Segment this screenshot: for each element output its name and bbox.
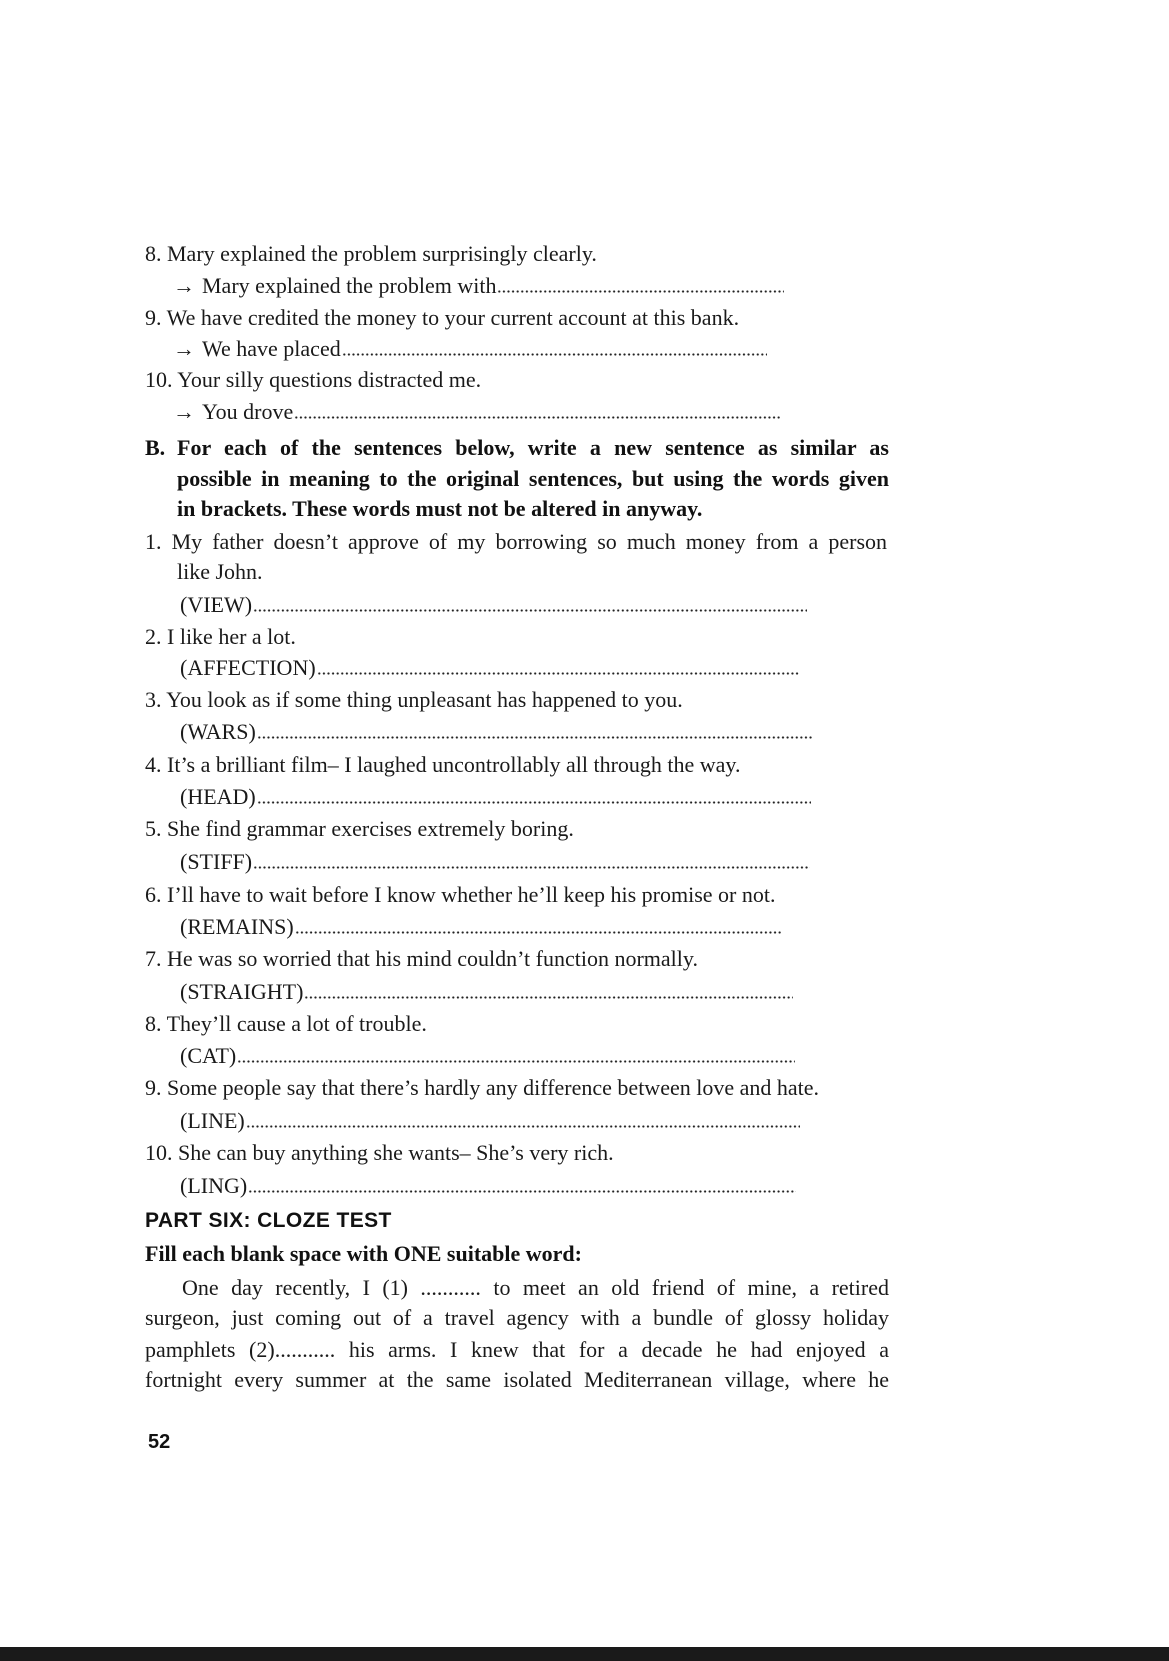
keyword-line bbox=[180, 1040, 795, 1072]
item-number: 1. bbox=[145, 529, 162, 554]
section-b-instruction-line: in brackets. These words must not be altered in anyway. bbox=[177, 496, 703, 521]
cloze-passage-line: fortnight every summer at the same isolated Mediterranean village, where he bbox=[145, 1367, 889, 1392]
item-sentence: You look as if some thing unpleasant has happened to you. bbox=[166, 687, 683, 712]
answer-blank bbox=[295, 931, 781, 934]
keyword-prompt: (HEAD) bbox=[180, 784, 256, 809]
answer-blank bbox=[342, 353, 767, 356]
rewrite-line bbox=[173, 396, 781, 428]
keyword-line bbox=[180, 589, 807, 621]
answer-blank bbox=[257, 736, 812, 739]
arrow-icon: → bbox=[173, 399, 195, 424]
transformation-item bbox=[145, 364, 481, 396]
keyword-prompt: (LINE) bbox=[180, 1108, 245, 1133]
keyword-prompt: (LING) bbox=[180, 1173, 248, 1198]
item-number: 6. bbox=[145, 882, 162, 907]
item-sentence: They’ll cause a lot of trouble. bbox=[166, 1011, 427, 1036]
item-sentence: Some people say that there’s hardly any difference between love and hate. bbox=[167, 1075, 820, 1100]
part-six-title: PART SIX: CLOZE TEST bbox=[145, 1209, 392, 1232]
item-sentence: Mary explained the problem surprisingly clearly. bbox=[167, 241, 597, 266]
item-sentence: Your silly questions distracted me. bbox=[177, 367, 482, 392]
keyword-prompt: (REMAINS) bbox=[180, 914, 294, 939]
item-number: 9. bbox=[145, 305, 162, 330]
section-b-item bbox=[145, 879, 775, 911]
transformation-item bbox=[145, 302, 739, 334]
section-b-item bbox=[145, 1072, 819, 1104]
answer-blank bbox=[497, 290, 784, 293]
transformation-item bbox=[145, 238, 597, 270]
page-number: 52 bbox=[148, 1431, 171, 1453]
section-b-item bbox=[145, 1008, 427, 1040]
item-sentence: He was so worried that his mind couldn’t function normally. bbox=[167, 946, 698, 971]
cloze-instruction: Fill each blank space with ONE suitable word: bbox=[145, 1241, 582, 1266]
item-number: 10. bbox=[145, 1140, 173, 1165]
section-b-item bbox=[145, 813, 574, 845]
cloze-passage-line: One day recently, I (1) ........... to meet an old friend of mine, a retired bbox=[182, 1275, 889, 1300]
keyword-line bbox=[180, 1170, 796, 1202]
answer-blank bbox=[246, 1125, 800, 1128]
answer-blank bbox=[248, 1190, 796, 1193]
keyword-line bbox=[180, 976, 793, 1008]
item-sentence-continuation: like John. bbox=[177, 559, 263, 584]
section-b-item bbox=[145, 943, 698, 975]
cloze-passage-line: pamphlets (2)........... his arms. I knew that for a decade he had enjoyed a bbox=[145, 1337, 889, 1362]
keyword-prompt: (STIFF) bbox=[180, 849, 253, 874]
keyword-prompt: (AFFECTION) bbox=[180, 655, 316, 680]
keyword-line bbox=[180, 846, 810, 878]
item-number: 4. bbox=[145, 752, 162, 777]
keyword-line bbox=[180, 1105, 800, 1137]
item-number: 7. bbox=[145, 946, 162, 971]
section-b-instruction-line: For each of the sentences below, write a new sentence as similar as bbox=[177, 435, 889, 460]
section-b-item bbox=[145, 621, 296, 653]
item-sentence: I’ll have to wait before I know whether he’ll keep his promise or not. bbox=[167, 882, 776, 907]
arrow-icon: → bbox=[173, 273, 195, 298]
answer-blank bbox=[237, 1060, 795, 1063]
keyword-prompt: (STRAIGHT) bbox=[180, 979, 304, 1004]
keyword-prompt: (WARS) bbox=[180, 719, 256, 744]
item-number: 3. bbox=[145, 687, 162, 712]
answer-blank bbox=[253, 609, 807, 612]
item-number: 5. bbox=[145, 816, 162, 841]
keyword-line bbox=[180, 652, 800, 684]
rewrite-line bbox=[173, 270, 784, 302]
item-sentence: She can buy anything she wants– She’s very rich. bbox=[178, 1140, 614, 1165]
keyword-line bbox=[180, 716, 812, 748]
item-number: 2. bbox=[145, 624, 162, 649]
scan-edge bbox=[0, 1647, 1169, 1661]
keyword-line bbox=[180, 911, 781, 943]
rewrite-prompt: Mary explained the problem with bbox=[202, 273, 497, 298]
cloze-passage-line: surgeon, just coming out of a travel agency with a bundle of glossy holiday bbox=[145, 1305, 889, 1330]
section-b-item bbox=[145, 684, 683, 716]
item-number: 8. bbox=[145, 1011, 162, 1036]
section-b-item bbox=[145, 526, 887, 558]
keyword-line bbox=[180, 781, 811, 813]
item-sentence: We have credited the money to your current account at this bank. bbox=[166, 305, 740, 330]
section-b-instruction-line: possible in meaning to the original sentences, but using the words given bbox=[177, 466, 889, 491]
item-number: 9. bbox=[145, 1075, 162, 1100]
rewrite-line bbox=[173, 333, 767, 365]
rewrite-prompt: We have placed bbox=[202, 336, 341, 361]
answer-blank bbox=[317, 672, 800, 675]
answer-blank bbox=[294, 416, 781, 419]
item-sentence: My father doesn’t approve of my borrowing so much money from a person bbox=[171, 529, 887, 554]
keyword-prompt: (VIEW) bbox=[180, 592, 253, 617]
section-b-item bbox=[145, 749, 741, 781]
arrow-icon: → bbox=[173, 336, 195, 361]
section-b-label: B. bbox=[145, 435, 166, 460]
answer-blank bbox=[253, 866, 810, 869]
item-number: 8. bbox=[145, 241, 162, 266]
answer-blank bbox=[257, 801, 811, 804]
item-sentence: I like her a lot. bbox=[167, 624, 296, 649]
item-sentence: It’s a brilliant film– I laughed uncontrollably all through the way. bbox=[167, 752, 741, 777]
item-number: 10. bbox=[145, 367, 173, 392]
section-b-item bbox=[145, 1137, 614, 1169]
keyword-prompt: (CAT) bbox=[180, 1043, 237, 1068]
answer-blank bbox=[304, 996, 793, 999]
rewrite-prompt: You drove bbox=[202, 399, 294, 424]
item-sentence: She find grammar exercises extremely boring. bbox=[167, 816, 574, 841]
